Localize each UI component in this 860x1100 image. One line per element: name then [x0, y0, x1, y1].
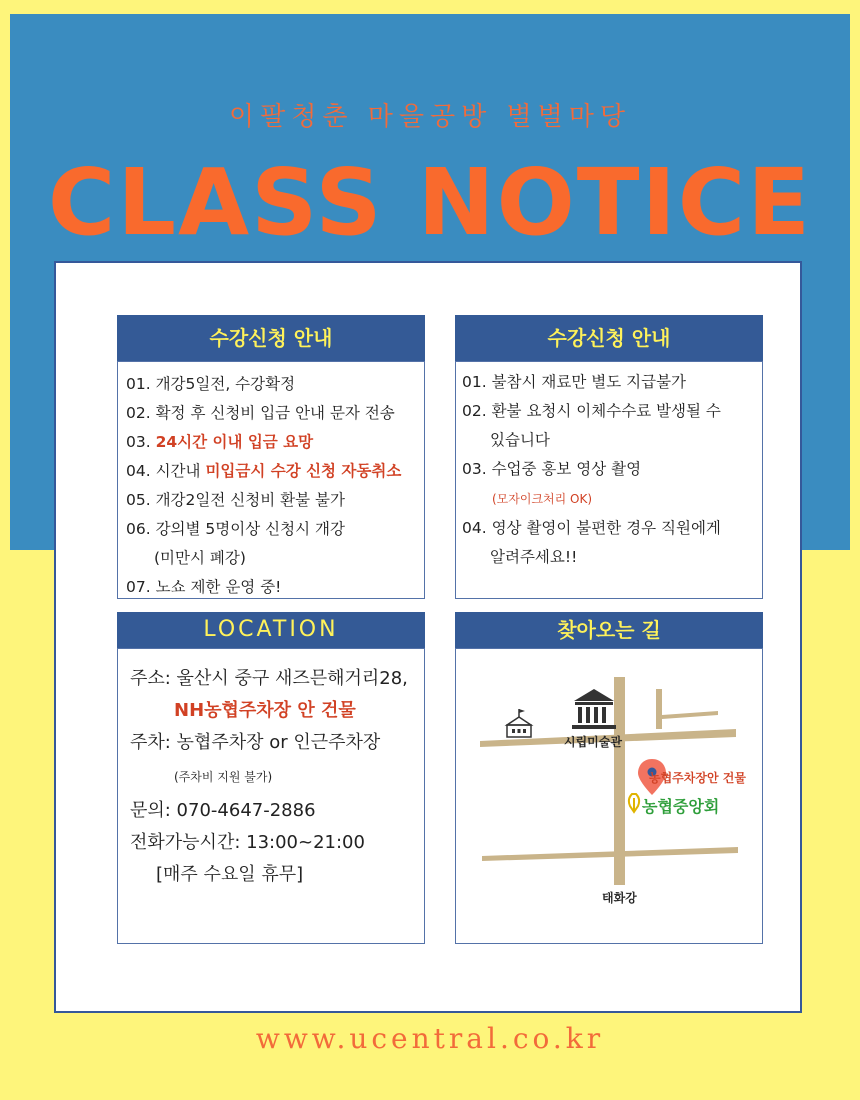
- list-item: 알려주세요!!: [490, 548, 578, 566]
- registration-list: [126, 370, 424, 602]
- museum-label: 시립미술관: [564, 735, 622, 749]
- road-side-branch: [662, 711, 718, 719]
- panel-header-directions: 찾아오는 길: [455, 612, 763, 648]
- road-side-short: [656, 689, 662, 729]
- address-text: 주소: 울산시 중구 새즈믄해거리28,: [130, 668, 408, 689]
- museum-icon: [572, 689, 616, 729]
- list-item: 04. 영상 촬영이 불편한 경우 직원에게: [462, 519, 721, 537]
- road-horizontal-bottom: [482, 847, 738, 861]
- list-item: 05. 개강2일전 신청비 환불 불가: [126, 491, 345, 509]
- river-label: 태화강: [602, 891, 637, 905]
- list-item: 06. 강의별 5명이상 신청시 개강: [126, 520, 345, 538]
- list-item: 있습니다: [490, 431, 550, 449]
- list-item: 04. 시간내 미입금시 수강 신청 자동취소: [126, 462, 402, 480]
- road-vertical-main: [614, 677, 625, 885]
- refund-list: [462, 368, 762, 572]
- building-text: NH농협주차장 안 건물: [174, 700, 356, 721]
- panel-header-location: LOCATION: [117, 612, 425, 648]
- highlight-text: 24시간 이내 입금 요망: [155, 433, 314, 451]
- registration-info-box: [117, 361, 425, 599]
- panel-header-registration: 수강신청 안내: [117, 315, 425, 361]
- panel-header-registration-2: 수강신청 안내: [455, 315, 763, 361]
- list-item: 03. 24시간 이내 입금 요망: [126, 433, 314, 451]
- page-subtitle: 이팔청춘 마을공방 별별마당: [229, 102, 631, 132]
- hours-text: 전화가능시간: 13:00~21:00: [130, 832, 365, 853]
- phone-text: 문의: 070-4647-2886: [130, 800, 316, 821]
- destination-label: 농협주차장안 건물: [649, 771, 746, 785]
- list-item: 01. 개강5일전, 수강확정: [126, 375, 296, 393]
- list-item: 02. 확정 후 신청비 입금 안내 문자 전송: [126, 404, 395, 422]
- refund-info-box: [455, 361, 763, 599]
- bank-logo-icon: [629, 794, 639, 812]
- parking-note: (주차비 지원 불가): [174, 770, 273, 784]
- list-item: 01. 불참시 재료만 별도 지급불가: [462, 373, 687, 391]
- location-box: [117, 648, 425, 944]
- bank-label: 농협중앙회: [642, 797, 720, 816]
- highlight-text: 미입금시 수강 신청 자동취소: [205, 462, 402, 480]
- list-item: (모자이크처리 OK): [492, 492, 593, 506]
- website-url: www.ucentral.co.kr: [255, 1022, 605, 1055]
- parking-text: 주차: 농협주차장 or 인근주차장: [130, 732, 381, 753]
- closed-text: [매주 수요일 휴무]: [156, 864, 304, 885]
- list-item: 07. 노쇼 제한 운영 중!: [126, 578, 282, 596]
- list-item: 03. 수업중 홍보 영상 촬영: [462, 460, 642, 478]
- list-item: (미만시 폐강): [154, 549, 246, 567]
- page-title: CLASS NOTICE: [47, 149, 813, 256]
- map-box: [455, 648, 763, 944]
- school-icon: [507, 709, 531, 737]
- list-item: 02. 환불 요청시 이체수수료 발생될 수: [462, 402, 721, 420]
